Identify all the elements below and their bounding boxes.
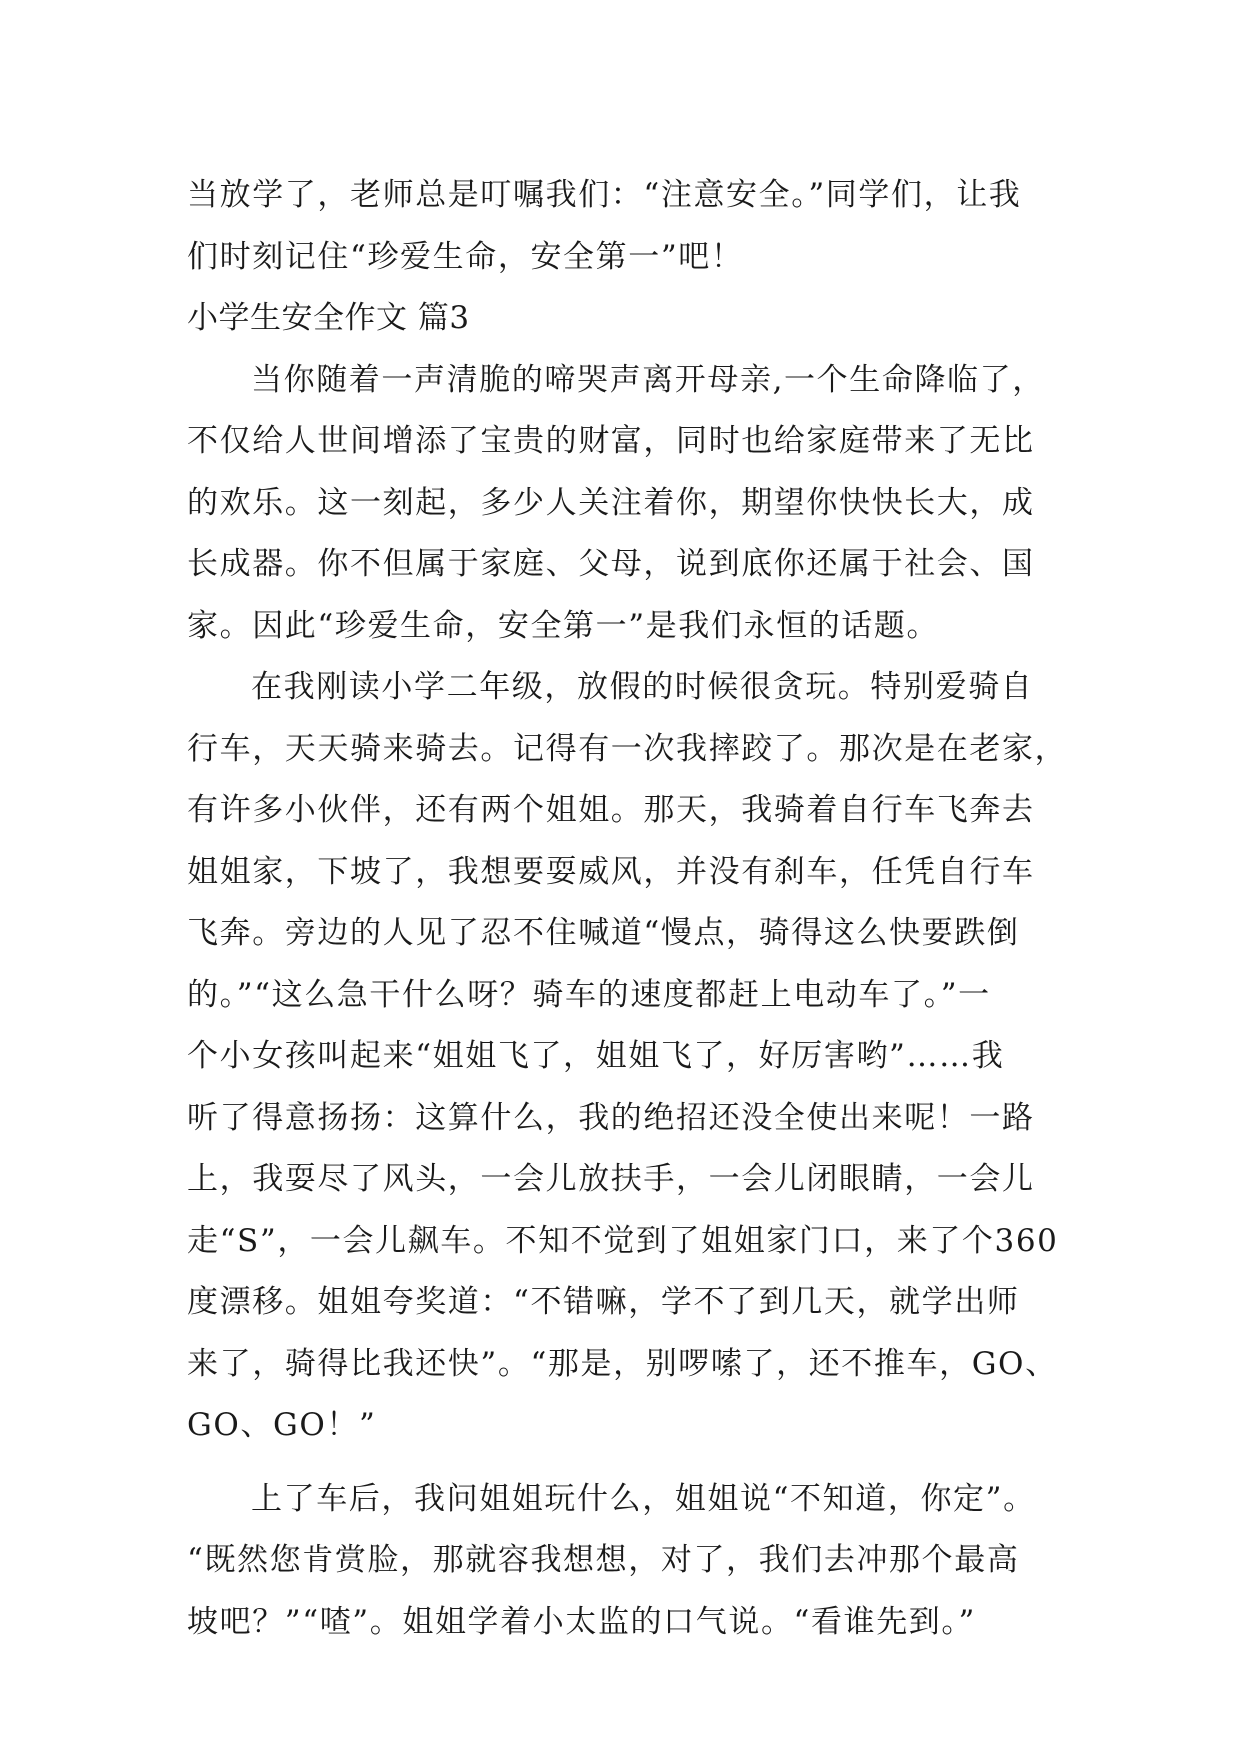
paragraph-line: 上，我耍尽了风头，一会儿放扶手，一会儿闭眼睛，一会儿 bbox=[187, 1161, 1035, 1197]
paragraph-line: 不仅给人世间增添了宝贵的财富，同时也给家庭带来了无比 bbox=[187, 423, 1035, 459]
paragraph-line: “既然您肯赏脸，那就容我想想，对了，我们去冲那个最高 bbox=[187, 1542, 1020, 1578]
paragraph-line: 当你随着一声清脆的啼哭声离开母亲,一个生命降临了， bbox=[251, 361, 1045, 398]
intro-line: 们时刻记住“珍爱生命，安全第一”吧！ bbox=[187, 238, 744, 275]
paragraph-line: 姐姐家，下坡了，我想要耍威风，并没有刹车，任凭自行车 bbox=[187, 853, 1035, 890]
paragraph-line: 的欢乐。这一刻起，多少人关注着你，期望你快快长大，成 bbox=[187, 484, 1035, 521]
document-body bbox=[187, 165, 1067, 1653]
paragraph-3 bbox=[187, 1469, 1067, 1654]
intro-line: 当放学了，老师总是叮嘱我们：“注意安全。”同学们，让我 bbox=[187, 177, 1022, 213]
paragraph-line: 走“S”，一会儿飙车。不知不觉到了姐姐家门口，来了个360 bbox=[187, 1222, 1059, 1259]
paragraph-2 bbox=[187, 657, 1067, 1457]
section-title: 小学生安全作文 篇3 bbox=[187, 300, 470, 336]
paragraph-line: 度漂移。姐姐夸奖道：“不错嘛，学不了到几天，就学出师 bbox=[187, 1284, 1020, 1320]
paragraph-line: 长成器。你不但属于家庭、父母，说到底你还属于社会、国 bbox=[187, 546, 1035, 582]
paragraph-line: 在我刚读小学二年级，放假的时候很贪玩。特别爱骑自 bbox=[251, 669, 1034, 705]
paragraph-line: 的。”“这么急干什么呀？骑车的速度都赶上电动车了。”一 bbox=[187, 976, 991, 1013]
paragraph-line: 上了车后，我问姐姐玩什么，姐姐说“不知道，你定”。 bbox=[251, 1480, 1036, 1517]
paragraph-line: 有许多小伙伴，还有两个姐姐。那天，我骑着自行车飞奔去 bbox=[187, 792, 1035, 828]
paragraph-line: GO、GO！” bbox=[187, 1407, 377, 1443]
paragraph-line: 个小女孩叫起来“姐姐飞了，姐姐飞了，好厉害哟”……我 bbox=[187, 1038, 1005, 1074]
paragraph-line: 飞奔。旁边的人见了忍不住喊道“慢点，骑得这么快要跌倒 bbox=[187, 915, 1020, 951]
paragraph-1 bbox=[187, 350, 1067, 658]
paragraph-line: 行车，天天骑来骑去。记得有一次我摔跤了。那次是在老家， bbox=[187, 730, 1068, 767]
paragraph-line: 听了得意扬扬：这算什么，我的绝招还没全使出来呢！一路 bbox=[187, 1099, 1035, 1136]
paragraph-line: 来了，骑得比我还快”。“那是，别啰嗦了，还不推车，GO、 bbox=[187, 1345, 1058, 1382]
paragraph-line: 家。因此“珍爱生命，安全第一”是我们永恒的话题。 bbox=[187, 607, 940, 644]
paragraph-line: 坡吧？”“喳”。姐姐学着小太监的口气说。“看谁先到。” bbox=[187, 1603, 976, 1640]
